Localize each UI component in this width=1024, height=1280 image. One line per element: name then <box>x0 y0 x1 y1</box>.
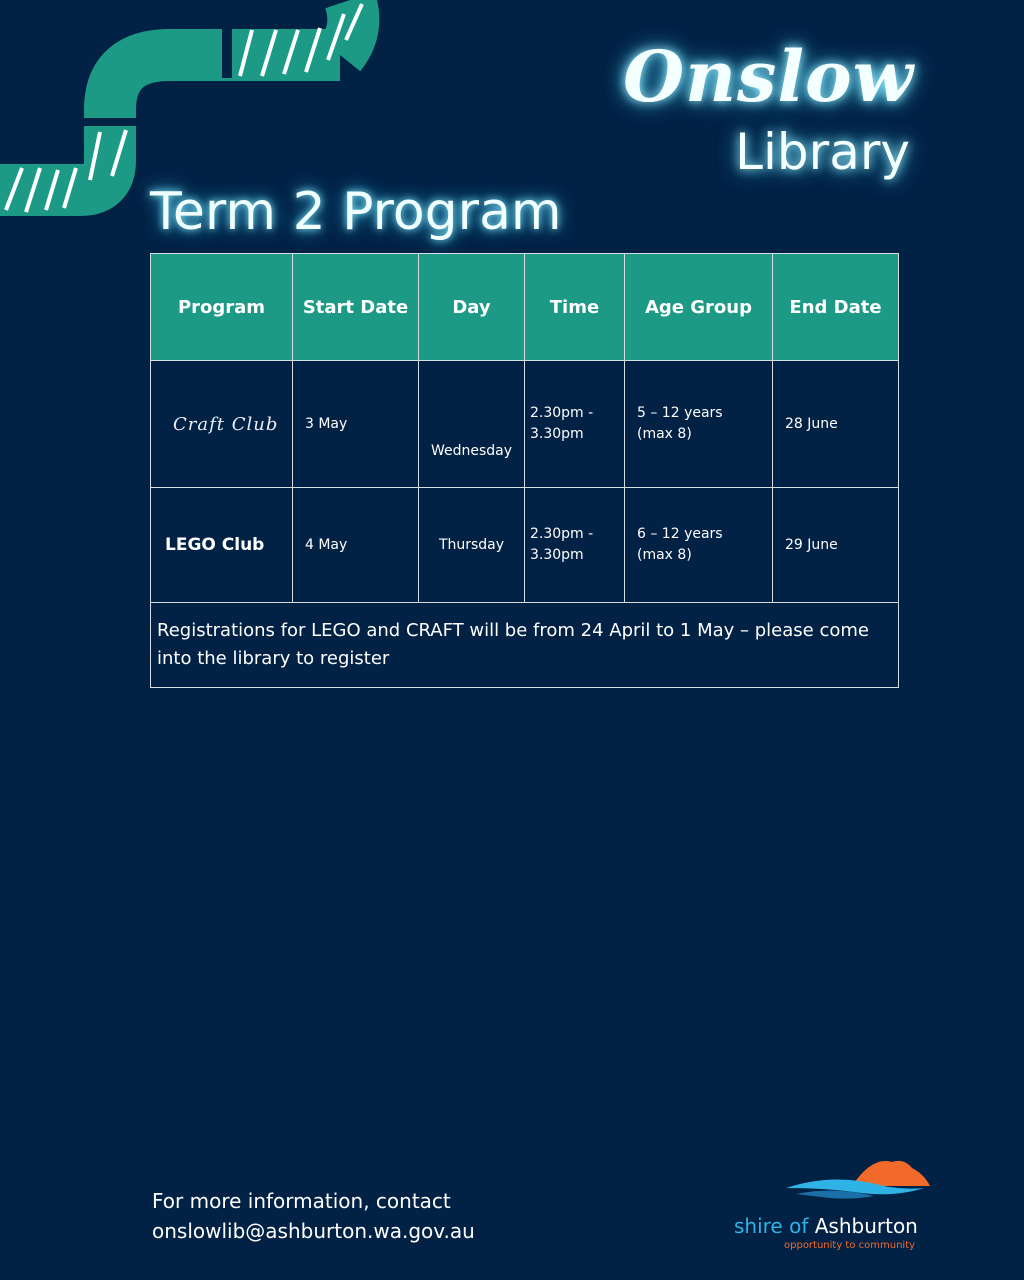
age-note: (max 8) <box>637 547 692 563</box>
cell-time <box>525 361 625 488</box>
table-row <box>151 488 899 603</box>
time-start: 2.30pm - <box>530 526 594 542</box>
age-note: (max 8) <box>637 426 692 442</box>
time-start: 2.30pm - <box>530 405 594 421</box>
contact-info <box>152 1186 475 1246</box>
cell-end-date: 28 June <box>773 361 899 488</box>
registration-note-row <box>151 603 899 688</box>
logo-tagline: opportunity to community <box>784 1240 916 1251</box>
table-header-row <box>151 254 899 361</box>
onslow-library-logo <box>623 35 914 181</box>
registration-note: Registrations for LEGO and CRAFT will be from 24 April to 1 May – please come into the library to register <box>151 603 899 688</box>
header-time: Time <box>525 254 625 361</box>
cell-start-date: 4 May <box>293 488 419 603</box>
header-program: Program <box>151 254 293 361</box>
program-name: Craft Club <box>173 413 279 435</box>
hills-icon <box>734 1156 934 1208</box>
header-day: Day <box>419 254 525 361</box>
cell-program <box>151 361 293 488</box>
header-start-date: Start Date <box>293 254 419 361</box>
shire-of-ashburton-logo <box>734 1156 944 1251</box>
page-title: Term 2 Program <box>150 182 562 242</box>
logo-name <box>734 1214 944 1238</box>
cell-start-date: 3 May <box>293 361 419 488</box>
cell-end-date: 29 June <box>773 488 899 603</box>
time-end: 3.30pm <box>530 426 584 442</box>
contact-email[interactable]: onslowlib@ashburton.wa.gov.au <box>152 1219 475 1243</box>
header-end-date: End Date <box>773 254 899 361</box>
age-range: 5 – 12 years <box>637 405 723 421</box>
brand-word: Library <box>735 123 910 181</box>
contact-text: For more information, contact <box>152 1189 451 1213</box>
cell-day: Thursday <box>419 488 525 603</box>
header-age-group: Age Group <box>625 254 773 361</box>
cell-program <box>151 488 293 603</box>
logo-prefix: shire of <box>734 1214 815 1238</box>
cell-age-group <box>625 488 773 603</box>
cell-day: Wednesday <box>419 361 525 488</box>
program-table <box>150 253 899 688</box>
time-end: 3.30pm <box>530 547 584 563</box>
cell-time <box>525 488 625 603</box>
table-row <box>151 361 899 488</box>
age-range: 6 – 12 years <box>637 526 723 542</box>
cell-age-group <box>625 361 773 488</box>
brand-script-word: Onslow <box>623 35 914 118</box>
logo-strong-name: Ashburton <box>814 1214 918 1238</box>
program-name: LEGO Club <box>165 535 265 555</box>
